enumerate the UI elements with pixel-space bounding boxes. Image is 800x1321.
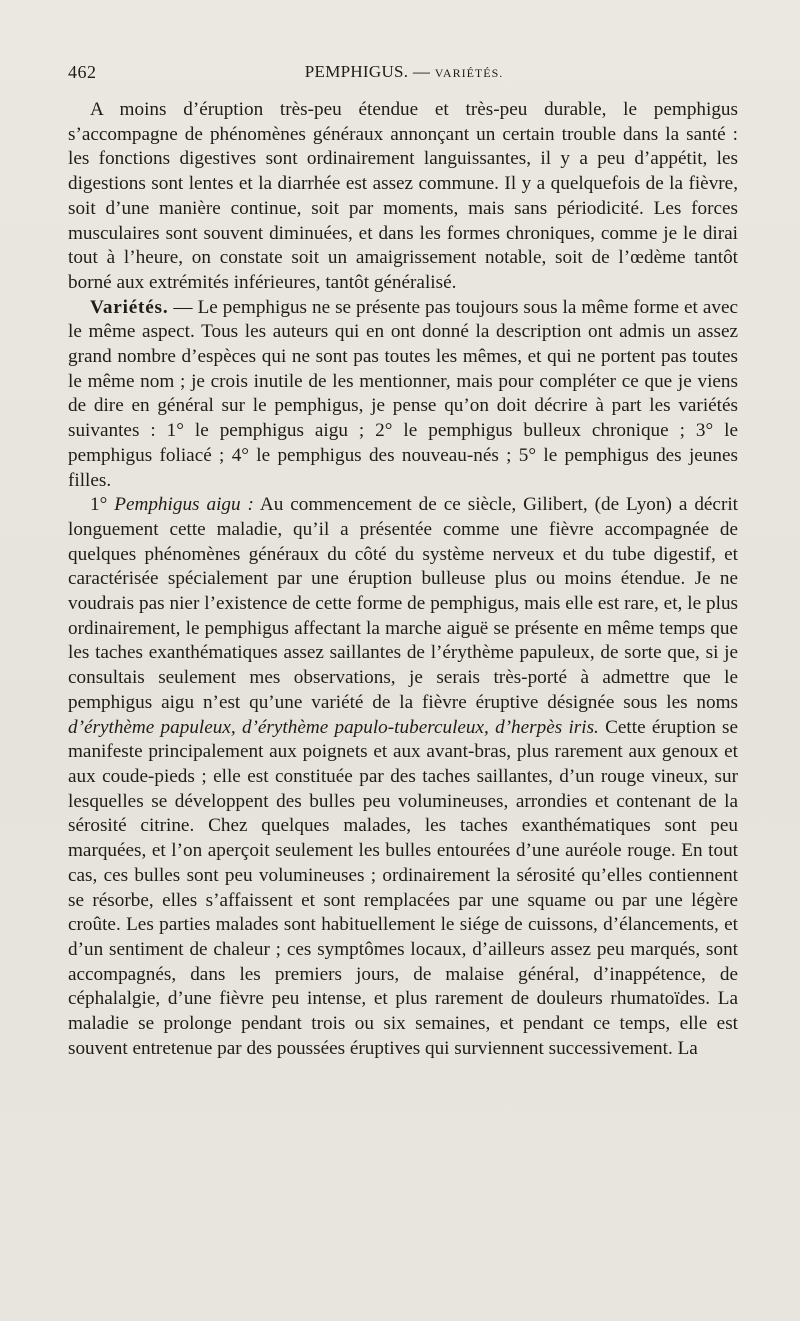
page-body xyxy=(68,98,738,1061)
paragraph-general-symptoms xyxy=(68,98,738,296)
running-header xyxy=(68,62,740,90)
section-heading: Variétés. xyxy=(90,296,169,318)
page-number: 462 xyxy=(68,62,97,82)
paragraph-acute-pemphigus xyxy=(68,493,738,1061)
paragraph-text: Cette éruption se manifeste principalement aux poignets et aux avant-bras, plus rarement aux genoux et aux coude-pieds ; elle est constituée par des taches saillantes, d’un rouge vineux, sur lesquelles se développent des bulles peu volumineuses, arrondies et contenant de la sérosité citrine. Chez quelques malades, les taches exanthématiques sont peu marquées, et l’on aperçoit seulement les bulles entourées d’une auréole rouge. En tout cas, ces bulles sont peu volumineuses ; ordinairement la sérosité qu’elles contiennent se résorbe, elles s’affaissent et sont remplacées par une squame ou par une légère croûte. Les parties malades sont habituellement le siége de cuissons, d’élancements, et d’un sentiment de chaleur ; ces symptômes locaux, d’ailleurs assez peu marqués, sont accompagnés, dans les premiers jours, de malaise général, d’inappétence, de céphalalgie, d’une fièvre peu intense, et plus rarement de douleurs rhumatoïdes. La maladie se prolonge pendant trois ou six semaines, et pendant ce temps, elle est souvent entretenue par des poussées éruptives qui surviennent successivement. La xyxy=(68,716,739,1059)
italic-term: d’herpès iris. xyxy=(495,716,599,738)
running-title xyxy=(68,62,740,82)
running-title-sub: VARIÉTÉS. xyxy=(434,66,504,80)
italic-term: d’érythème papulo-tuberculeux, xyxy=(241,716,489,738)
italic-term: d’érythème papuleux, xyxy=(68,716,236,738)
paragraph-text: A moins d’éruption très-peu étendue et très-peu durable, le pemphigus s’accompagne de phénomènes généraux annonçant un certain trouble dans la santé : les fonctions digestives sont ordinairement languissantes, il y a peu d’appétit, les digestions sont lentes et la diarrhée est assez commune. Il y a quelquefois de la fièvre, soit d’une manière continue, soit par moments, mais sans périodicité. Les forces musculaires sont souvent diminuées, et dans les formes chroniques, comme je le dirai tout à l’heure, on constate soit un amaigrissement notable, soit de l’œdème tantôt borné aux extrémités inférieures, tantôt généralisé. xyxy=(68,99,738,293)
paragraph-lead-title: Pemphigus aigu : xyxy=(114,494,254,516)
paragraph-varieties xyxy=(68,296,738,494)
paragraph-text: Au commencement de ce siècle, Gilibert, (de Lyon) a décrit longuement cette maladie, qu’il a présentée comme une fièvre accompagnée de quelques phénomènes généraux du côté du système nerveux et du tube digestif, et caractérisée spécialement par une éruption bulleuse plus ou moins étendue. Je ne voudrais pas nier l’existence de cette forme de pemphigus, mais elle est rare, et, le plus ordinairement, le pemphigus affectant la marche aiguë se présente en même temps que les taches exanthématiques assez saillantes de l’érythème papuleux, de sorte que, si je consultais seulement mes observations, je serais très-porté à admettre que le pemphigus aigu n’est qu’une variété de la fièvre éruptive désignée sous les noms xyxy=(68,494,738,713)
running-title-main: PEMPHIGUS. xyxy=(304,62,409,81)
running-title-separator: — xyxy=(412,62,431,81)
paragraph-text: — Le pemphigus ne se présente pas toujours sous la même forme et avec le même aspect. Tous les auteurs qui en ont donné la description ont admis un assez grand nombre d’espèces qui ne sont pas toutes les mêmes, et qui ne portent pas toutes le même nom ; je crois inutile de les mentionner, mais pour compléter ce que je viens de dire en général sur le pemphigus, je pense qu’on doit décrire à part les variétés suivantes : 1° le pemphigus aigu ; 2° le pemphigus bulleux chronique ; 3° le pemphigus foliacé ; 4° le pemphigus des nouveau-nés ; 5° le pemphigus des jeunes filles. xyxy=(68,296,738,491)
paragraph-lead-number: 1° xyxy=(90,494,108,516)
